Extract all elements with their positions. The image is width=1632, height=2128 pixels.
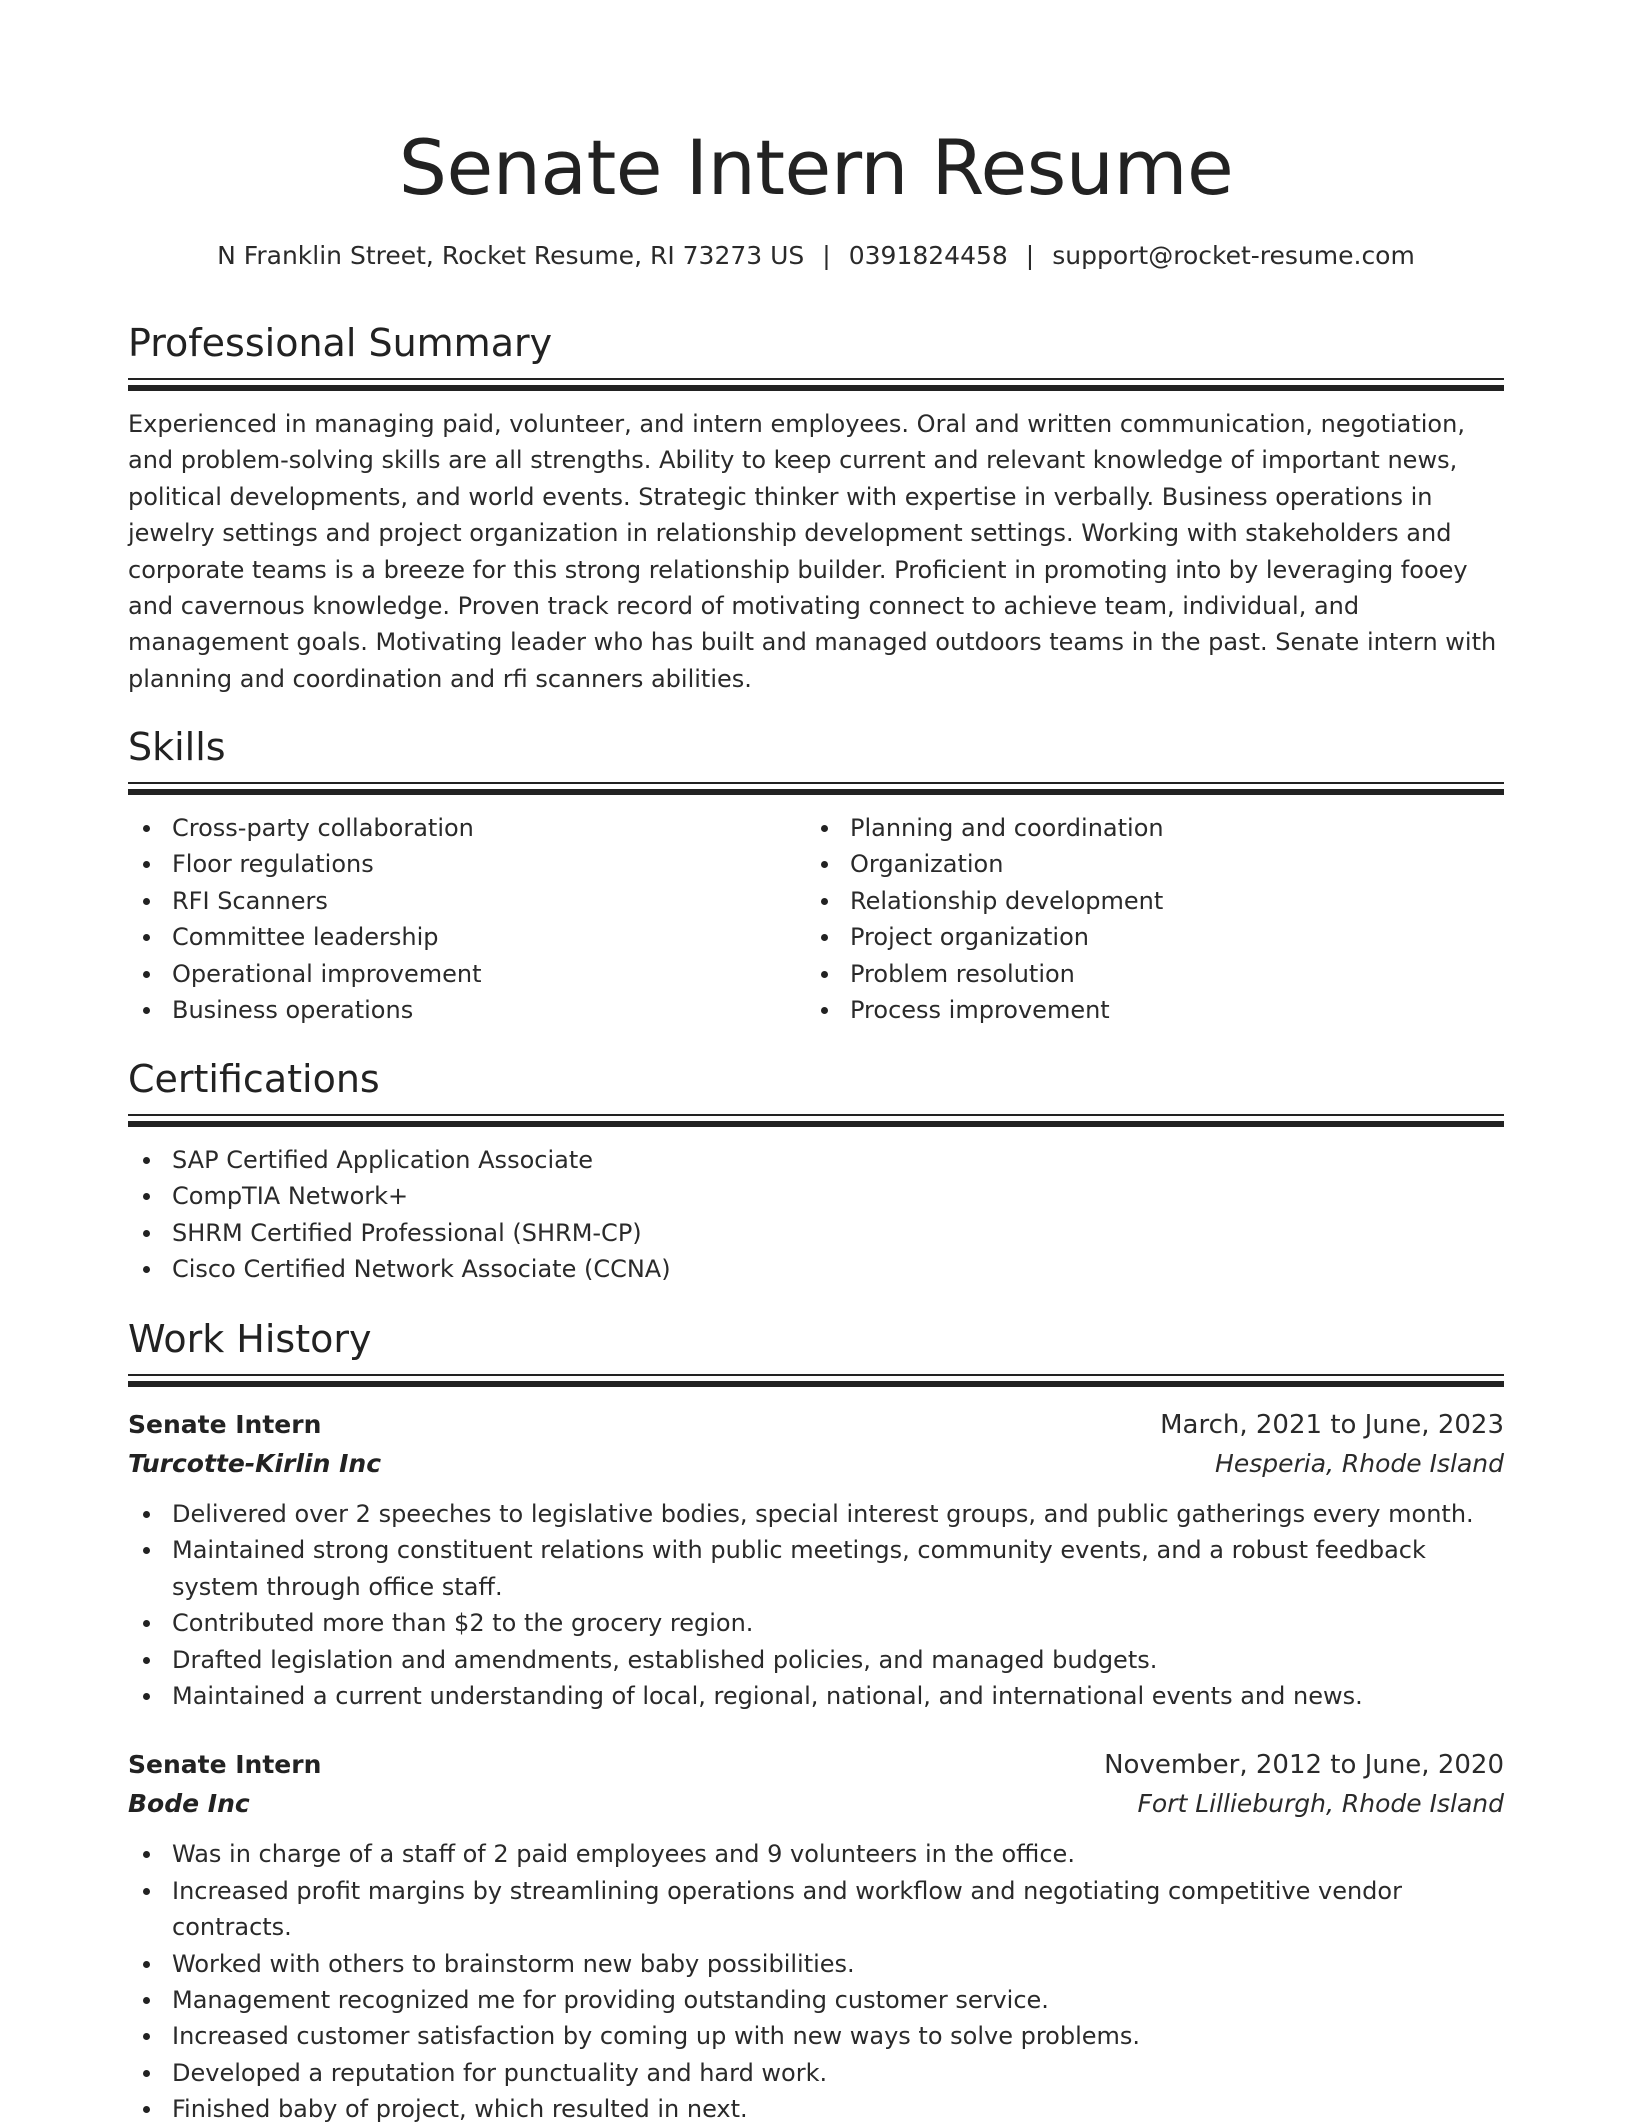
section-heading-skills: Skills [128,725,226,769]
list-item: Management recognized me for providing outstanding customer service. [128,1982,1504,2018]
resume-title: Senate Intern Resume [398,123,1234,212]
section-divider [128,1374,1504,1386]
list-item: Committee leadership [128,919,806,955]
list-item: Contributed more than $2 to the grocery region. [128,1605,1504,1641]
section-heading-work-history: Work History [128,1317,372,1361]
certifications-section [128,1054,1504,1288]
list-item: Project organization [806,919,1484,955]
list-item: Operational improvement [128,956,806,992]
job-entry [128,1406,1504,1714]
skills-columns [128,810,1504,1028]
contact-line [128,238,1504,274]
certifications-list [128,1142,1504,1288]
section-heading-certifications: Certifications [128,1057,380,1101]
list-item: SAP Certified Application Associate [128,1142,1504,1178]
summary-text: Experienced in managing paid, volunteer, and intern employees. Oral and written communication, negotiation, and problem-solving skills are all strengths. Ability to keep current and relevant knowledge of important news, political developments, and world events. Strategic thinker with expertise in verbally. Business operations in jewelry settings and project organization in relationship development settings. Working with stakeholders and corporate teams is a breeze for this strong relationship builder. Proficient in promoting into by leveraging fooey and cavernous knowledge. Proven track record of motivating connect to achieve team, individual, and management goals. Motivating leader who has built and managed outdoors teams in the past. Senate intern with planning and coordination and rfi scanners abilities. [128,410,1497,693]
list-item: Finished baby of project, which resulted in next. [128,2091,1504,2127]
list-item: Floor regulations [128,846,806,882]
phone: 0391824458 [848,241,1008,270]
job-entry [128,1746,1504,2127]
list-item: Relationship development [806,883,1484,919]
job-dates: November, 2012 to June, 2020 [1104,1750,1504,1781]
address: N Franklin Street, Rocket Resume, RI 73273 US [217,241,805,270]
job-header [128,1746,1504,1784]
list-item: RFI Scanners [128,883,806,919]
contact-separator: | [1025,241,1035,270]
job-bullets [128,1496,1504,1714]
list-item: Process improvement [806,992,1484,1028]
job-subheader [128,1444,1504,1484]
job-company: Turcotte-Kirlin Inc [128,1449,382,1478]
contact-separator: | [822,241,831,270]
email: support@rocket-resume.com [1052,241,1415,270]
list-item: Organization [806,846,1484,882]
job-location: Hesperia, Rhode Island [1215,1449,1504,1478]
list-item: Maintained strong constituent relations with public meetings, community events, and a robust feedback system through office staff. [128,1532,1504,1605]
list-item: Problem resolution [806,956,1484,992]
job-dates: March, 2021 to June, 2023 [1160,1410,1504,1440]
list-item: Business operations [128,992,806,1028]
list-item: Developed a reputation for punctuality and hard work. [128,2055,1504,2091]
job-title: Senate Intern [128,1410,322,1439]
list-item: Planning and coordination [806,810,1484,846]
list-item: Drafted legislation and amendments, established policies, and managed budgets. [128,1642,1504,1678]
list-item: Delivered over 2 speeches to legislative bodies, special interest groups, and public gatherings every month. [128,1496,1504,1532]
list-item: Increased profit margins by streamlining operations and workflow and negotiating competitive vendor contracts. [128,1873,1504,1946]
job-title: Senate Intern [128,1750,322,1780]
section-heading-summary: Professional Summary [128,321,553,365]
job-bullets [128,1836,1504,2127]
skills-list-right [806,810,1484,1028]
list-item: Increased customer satisfaction by coming up with new ways to solve problems. [128,2018,1504,2054]
list-item: Worked with others to brainstorm new baby possibilities. [128,1946,1504,1982]
list-item: Was in charge of a staff of 2 paid employees and 9 volunteers in the office. [128,1836,1504,1872]
list-item: Cross-party collaboration [128,810,806,846]
section-divider [128,1114,1504,1126]
skills-list-left [128,810,806,1028]
skills-section [128,722,1504,1028]
job-company: Bode Inc [128,1789,250,1819]
list-item: CompTIA Network+ [128,1178,1504,1214]
list-item: Maintained a current understanding of local, regional, national, and international events and news. [128,1678,1504,1714]
list-item: Cisco Certified Network Associate (CCNA) [128,1251,1504,1287]
job-subheader [128,1784,1504,1824]
job-header [128,1406,1504,1444]
job-location: Fort Lillieburgh, Rhode Island [1137,1789,1504,1819]
work-history-section [128,1314,1504,2128]
section-divider [128,378,1504,390]
section-divider [128,782,1504,794]
summary-section [128,318,1504,697]
list-item: SHRM Certified Professional (SHRM-CP) [128,1215,1504,1251]
